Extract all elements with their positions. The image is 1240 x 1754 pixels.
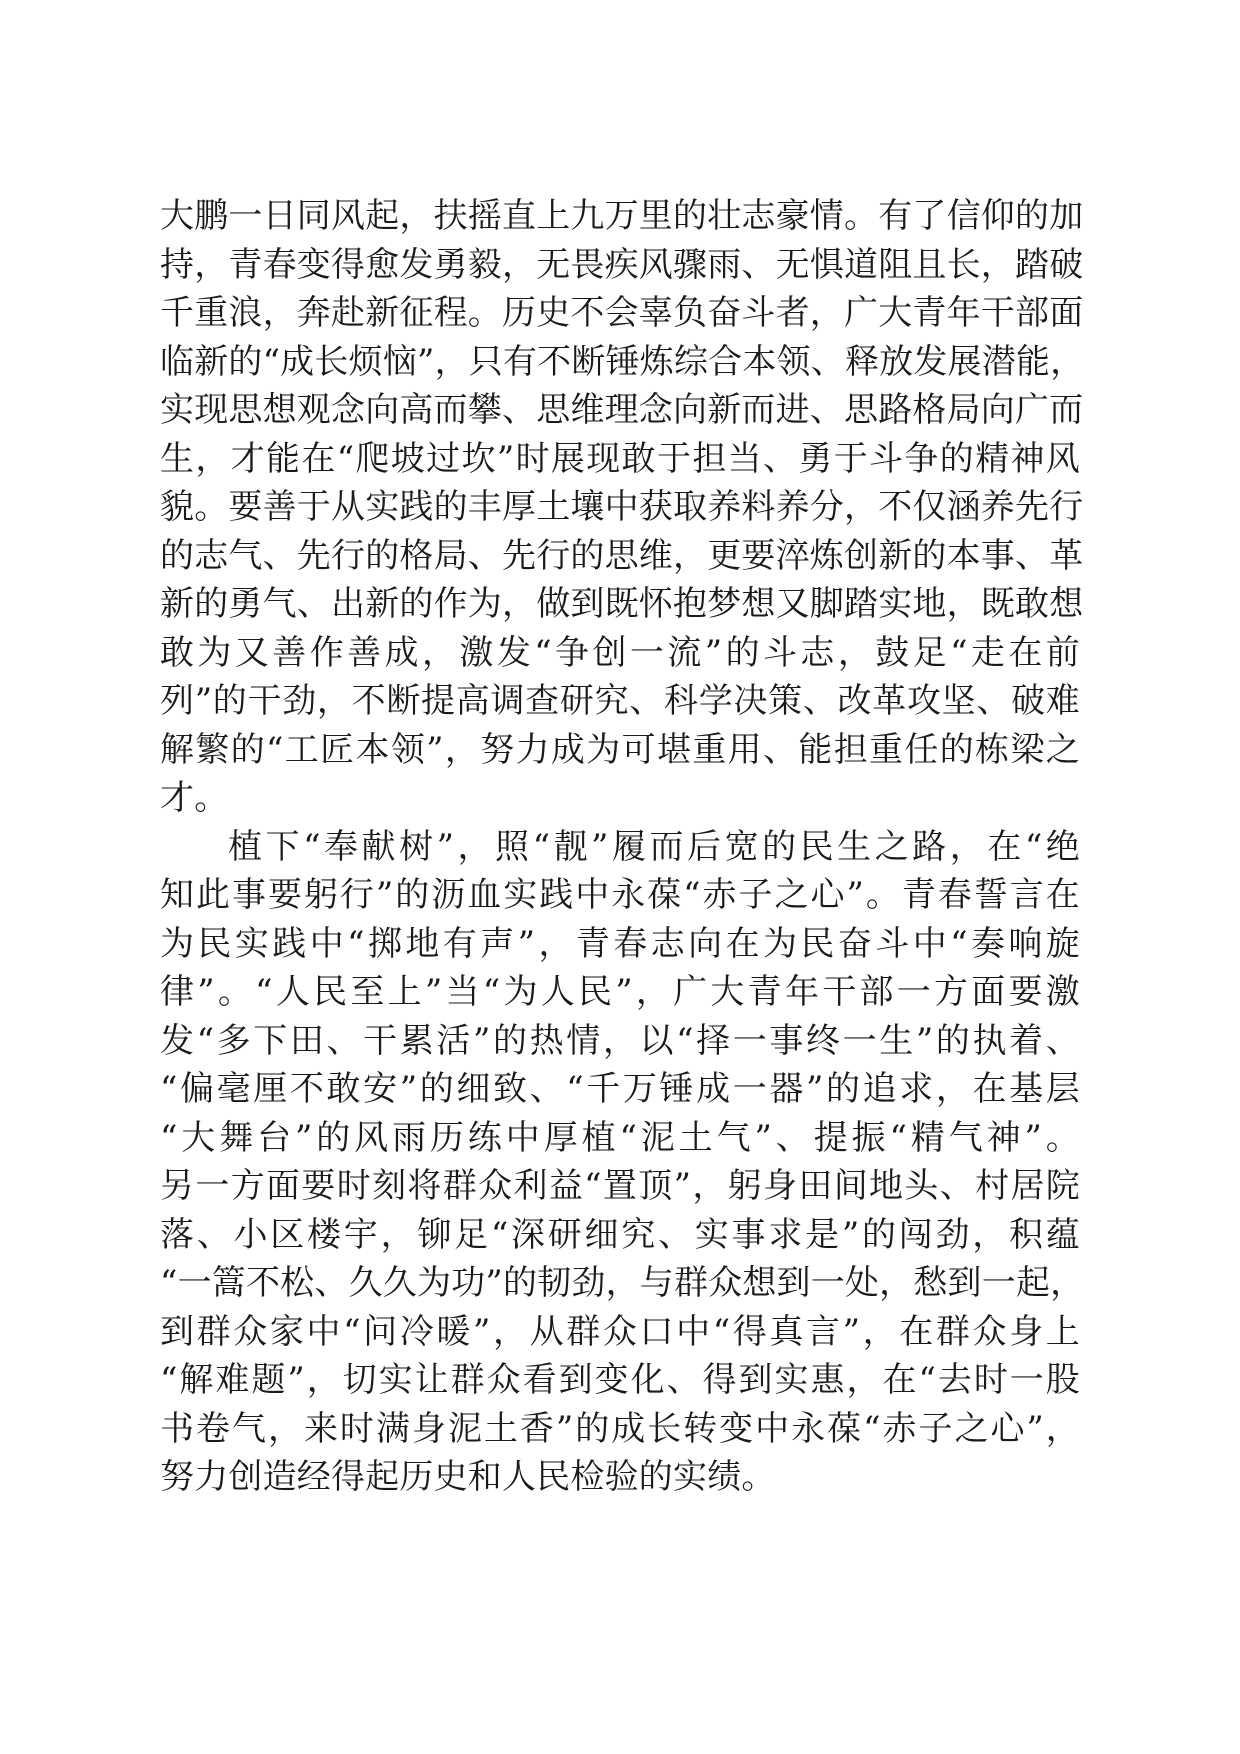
text-line: 实现思想观念向高而攀、思维理念向新而进、思路格局向广而 bbox=[160, 390, 1084, 430]
text-line: 大鹏一日同风起，扶摇直上九万里的壮志豪情。有了信仰的加 bbox=[160, 196, 1084, 236]
paragraph-1 bbox=[160, 192, 1085, 823]
text-line: 书卷气，来时满身泥土香”的成长转变中永葆“赤子之心”， bbox=[160, 1408, 1080, 1449]
text-line: 为民实践中“掷地有声”，青春志向在为民奋斗中“奏响旋 bbox=[160, 923, 1080, 964]
text-line: 植下“奉献树”，照“靓”履而后宽的民生之路，在“绝 bbox=[228, 826, 1080, 867]
text-line: 才。 bbox=[160, 778, 229, 818]
paragraph-2 bbox=[160, 823, 1085, 1502]
text-line: 貌。要善于从实践的丰厚土壤中获取养料养分，不仅涵养先行 bbox=[160, 487, 1084, 527]
text-line: “大舞台”的风雨历练中厚植“泥土气”、提振“精气神”。 bbox=[160, 1117, 1080, 1158]
text-line: 生，才能在“爬坡过坎”时展现敢于担当、勇于斗争的精神风 bbox=[160, 438, 1080, 479]
text-line: 列”的干劲，不断提高调查研究、科学决策、改革攻坚、破难 bbox=[160, 681, 1080, 721]
text-line: “解难题”，切实让群众看到变化、得到实惠，在“去时一股 bbox=[160, 1360, 1080, 1400]
text-line: 临新的“成长烦恼”，只有不断锤炼综合本领、释放发展潜能， bbox=[160, 341, 1085, 382]
text-line: 知此事要躬行”的沥血实践中永葆“赤子之心”。青春誓言在 bbox=[160, 875, 1080, 915]
text-line: 持，青春变得愈发勇毅，无畏疾风骤雨、无惧道阻且长，踏破 bbox=[160, 244, 1084, 285]
text-line: 的志气、先行的格局、先行的思维，更要淬炼创新的本事、革 bbox=[160, 535, 1084, 576]
text-line: 落、小区楼宇，铆足“深研细究、实事求是”的闯劲，积蕴 bbox=[160, 1214, 1080, 1255]
text-line: 解繁的“工匠本领”，努力成为可堪重用、能担重任的栋梁之 bbox=[160, 729, 1080, 770]
text-line: 千重浪，奔赴新征程。历史不会辜负奋斗者，广大青年干部面 bbox=[160, 293, 1084, 333]
text-line: 发“多下田、干累活”的热情，以“择一事终一生”的执着、 bbox=[160, 1020, 1080, 1061]
text-line: 努力创造经得起历史和人民检验的实绩。 bbox=[160, 1457, 776, 1497]
text-line: “偏毫厘不敢安”的细致、“千万锤成一器”的追求，在基层 bbox=[160, 1069, 1080, 1109]
text-line: 敢为又善作善成，激发“争创一流”的斗志，鼓足“走在前 bbox=[160, 632, 1080, 673]
text-line: 律”。“人民至上”当“为人民”，广大青年干部一方面要激 bbox=[160, 972, 1080, 1012]
text-line: 新的勇气、出新的作为，做到既怀抱梦想又脚踏实地，既敢想 bbox=[160, 584, 1084, 624]
text-line: 到群众家中“问冷暖”，从群众口中“得真言”，在群众身上 bbox=[160, 1311, 1080, 1352]
body-text bbox=[160, 192, 1085, 1502]
text-line: “一篙不松、久久为功”的韧劲，与群众想到一处，愁到一起， bbox=[160, 1263, 1085, 1303]
text-line: 另一方面要时刻将群众利益“置顶”，躬身田间地头、村居院 bbox=[160, 1166, 1080, 1206]
